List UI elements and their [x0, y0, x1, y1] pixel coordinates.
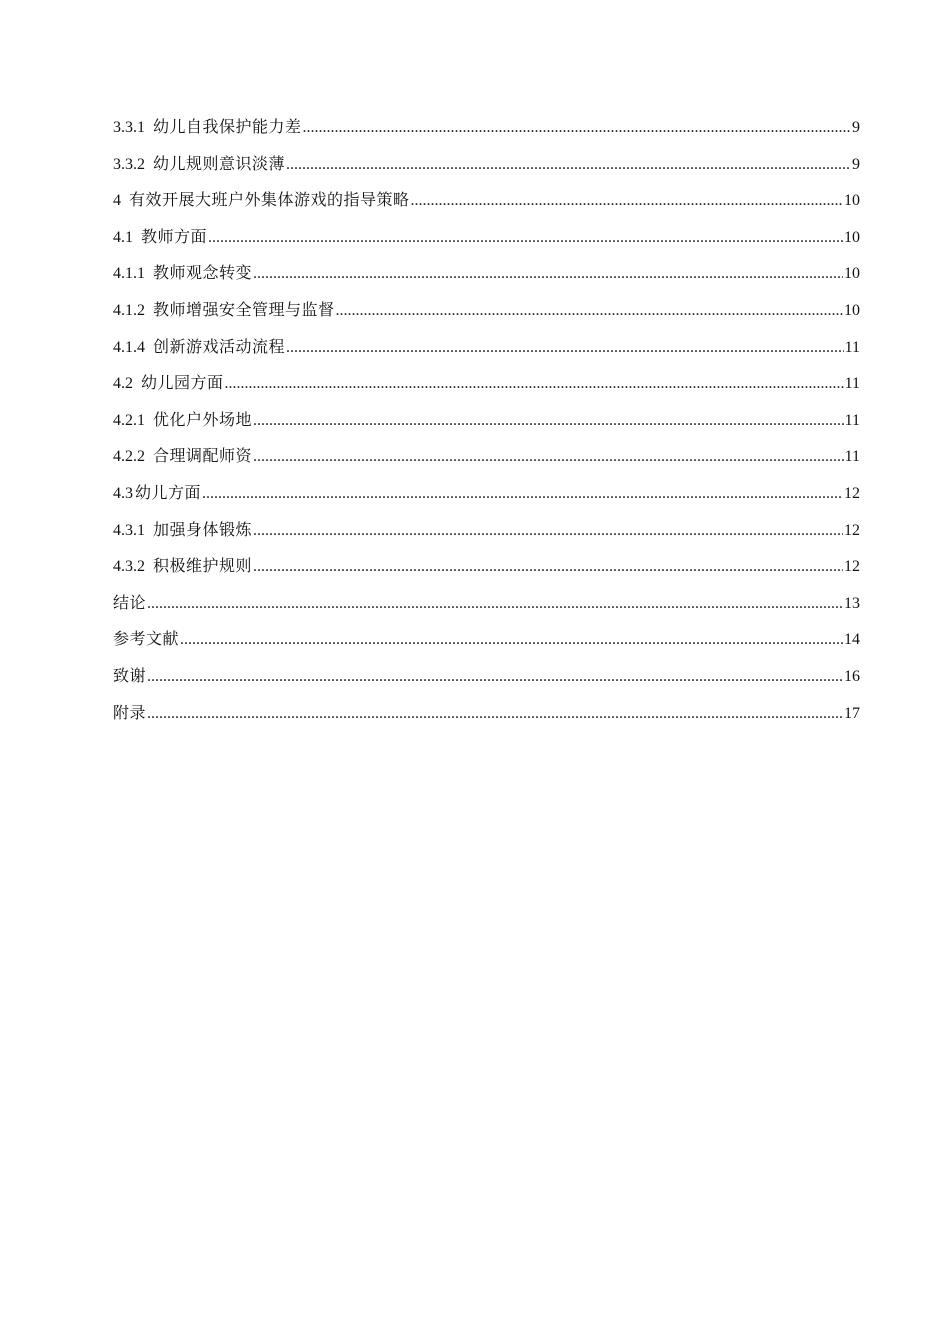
toc-dot-leader [336, 293, 843, 329]
toc-entry-page: 10 [844, 192, 860, 210]
toc-entry-4-1[interactable] [113, 219, 860, 256]
table-of-contents [113, 109, 860, 731]
toc-entry-number: 4.1.1 [113, 265, 145, 283]
toc-dot-leader [208, 220, 843, 256]
toc-entry-page: 17 [844, 704, 860, 722]
toc-entry-title: 幼儿规则意识淡薄 [153, 153, 286, 173]
toc-entry-4-1-1[interactable] [113, 255, 860, 292]
toc-entry-appendix[interactable] [113, 695, 860, 732]
toc-entry-title: 致谢 [113, 665, 147, 685]
toc-dot-leader [253, 513, 843, 549]
toc-entry-4-3[interactable] [113, 475, 860, 512]
toc-dot-leader [225, 366, 844, 402]
toc-entry-title: 参考文献 [113, 629, 180, 649]
toc-entry-number: 4.3.1 [113, 521, 145, 539]
toc-entry-title: 教师增强安全管理与监督 [153, 299, 335, 319]
toc-entry-page: 12 [844, 558, 860, 576]
toc-dot-leader [303, 110, 851, 146]
toc-entry-page: 10 [844, 265, 860, 283]
toc-dot-leader [286, 330, 844, 366]
toc-entry-4[interactable] [113, 182, 860, 219]
toc-entry-number: 3.3.2 [113, 155, 145, 173]
toc-entry-page: 12 [844, 521, 860, 539]
toc-entry-4-1-2[interactable] [113, 292, 860, 329]
toc-entry-page: 10 [844, 301, 860, 319]
toc-entry-title: 幼儿园方面 [141, 373, 224, 393]
toc-entry-4-3-2[interactable] [113, 548, 860, 585]
toc-entry-page: 9 [852, 119, 860, 136]
toc-dot-leader [253, 403, 844, 439]
toc-dot-leader [147, 659, 843, 695]
toc-entry-number: 4.2.1 [113, 411, 145, 429]
toc-entry-title: 结论 [113, 592, 147, 612]
toc-entry-title: 合理调配师资 [153, 446, 253, 466]
toc-entry-4-3-1[interactable] [113, 512, 860, 549]
toc-entry-conclusion[interactable] [113, 585, 860, 622]
toc-entry-page: 13 [844, 594, 860, 612]
toc-dot-leader [411, 183, 843, 219]
toc-entry-page: 11 [844, 411, 860, 429]
toc-entry-title: 有效开展大班户外集体游戏的指导策略 [129, 190, 410, 210]
toc-entry-page: 14 [844, 631, 860, 649]
toc-entry-3-3-1[interactable] [113, 109, 860, 146]
toc-dot-leader [180, 622, 843, 658]
toc-entry-4-2-1[interactable] [113, 402, 860, 439]
toc-dot-leader [202, 476, 843, 512]
toc-entry-4-1-4[interactable] [113, 329, 860, 366]
toc-entry-title: 教师方面 [141, 226, 208, 246]
toc-entry-number: 4.1.2 [113, 301, 145, 319]
toc-dot-leader [253, 256, 843, 292]
toc-entry-page: 10 [844, 228, 860, 246]
toc-entry-page: 9 [852, 155, 860, 173]
toc-entry-page: 11 [844, 448, 860, 466]
toc-entry-title: 创新游戏活动流程 [153, 336, 286, 356]
toc-dot-leader [253, 549, 843, 585]
toc-entry-page: 11 [844, 338, 860, 356]
toc-entry-number: 4.1.4 [113, 338, 145, 356]
toc-entry-4-2[interactable] [113, 365, 860, 402]
toc-entry-number: 4.2 [113, 375, 133, 393]
toc-entry-page: 12 [844, 484, 860, 502]
toc-entry-acknowledgements[interactable] [113, 658, 860, 695]
toc-dot-leader [286, 147, 851, 183]
toc-entry-title: 优化户外场地 [153, 409, 253, 429]
toc-entry-number: 4.1 [113, 228, 133, 246]
toc-entry-number: 4.3.2 [113, 558, 145, 576]
toc-entry-title: 教师观念转变 [153, 263, 253, 283]
toc-entry-title: 幼儿自我保护能力差 [153, 117, 302, 136]
toc-entry-number: 4.3 [113, 484, 133, 502]
toc-dot-leader [253, 439, 844, 475]
toc-entry-3-3-2[interactable] [113, 146, 860, 183]
toc-entry-number: 4.2.2 [113, 448, 145, 466]
toc-entry-title: 加强身体锻炼 [153, 519, 253, 539]
toc-entry-title: 附录 [113, 702, 147, 722]
toc-entry-number: 3.3.1 [113, 119, 145, 136]
toc-entry-4-2-2[interactable] [113, 438, 860, 475]
toc-entry-number: 4 [113, 192, 121, 210]
toc-entry-page: 16 [844, 667, 860, 685]
toc-entry-title: 积极维护规则 [153, 556, 253, 576]
toc-entry-references[interactable] [113, 621, 860, 658]
toc-dot-leader [147, 696, 843, 732]
toc-dot-leader [147, 586, 843, 622]
toc-entry-page: 11 [844, 375, 860, 393]
toc-entry-title: 幼儿方面 [135, 482, 202, 502]
